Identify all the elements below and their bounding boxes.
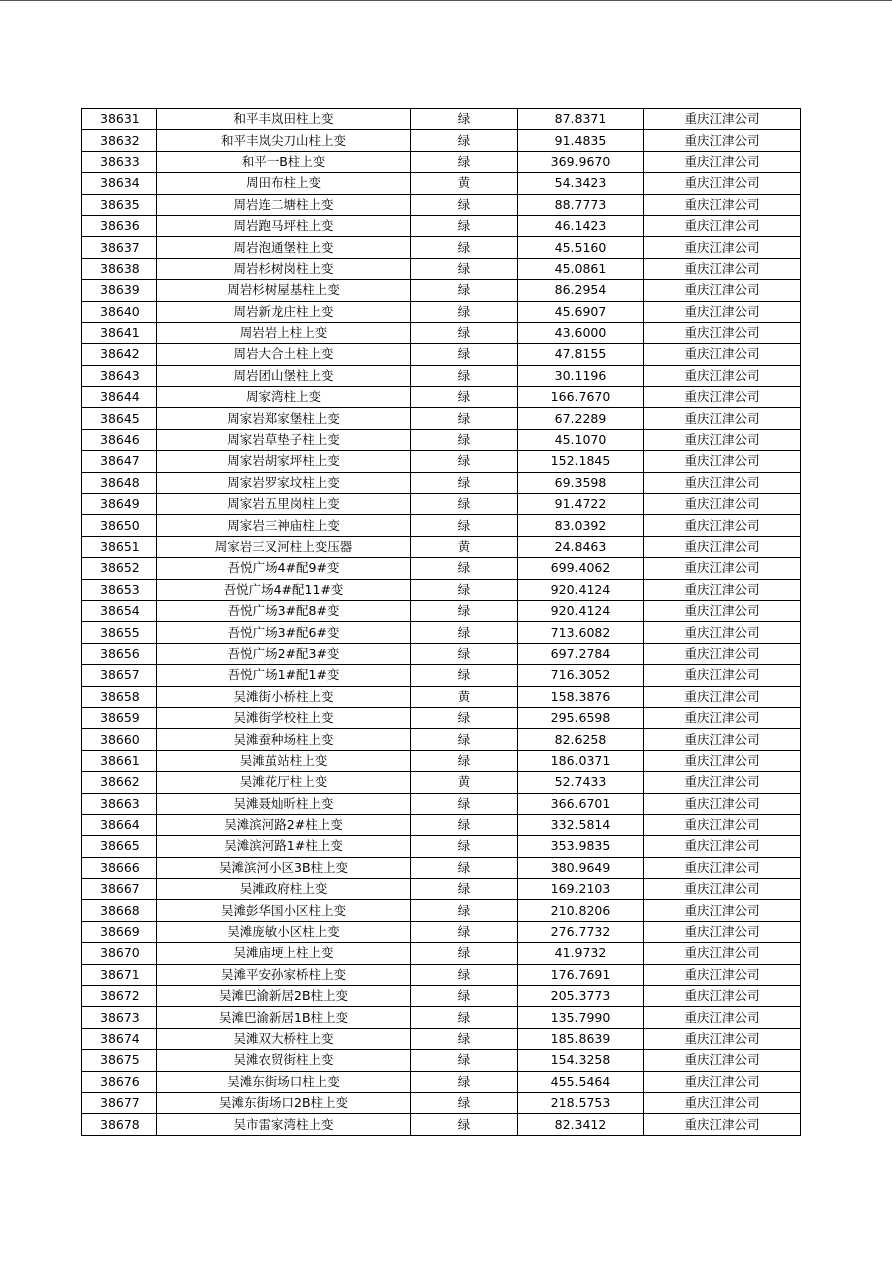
cell-company: 重庆江津公司 bbox=[644, 921, 801, 942]
cell-company: 重庆江津公司 bbox=[644, 943, 801, 964]
table-row bbox=[82, 408, 801, 429]
cell-value: 369.9670 bbox=[518, 151, 644, 172]
cell-value: 366.6701 bbox=[518, 793, 644, 814]
cell-id: 38677 bbox=[82, 1092, 157, 1113]
table-row bbox=[82, 772, 801, 793]
cell-company: 重庆江津公司 bbox=[644, 1071, 801, 1092]
cell-id: 38637 bbox=[82, 237, 157, 258]
cell-id: 38650 bbox=[82, 515, 157, 536]
cell-id: 38649 bbox=[82, 494, 157, 515]
cell-color: 绿 bbox=[411, 237, 518, 258]
cell-company: 重庆江津公司 bbox=[644, 558, 801, 579]
table-row bbox=[82, 836, 801, 857]
cell-color: 绿 bbox=[411, 622, 518, 643]
table-body bbox=[82, 109, 801, 1136]
cell-id: 38678 bbox=[82, 1114, 157, 1135]
cell-company: 重庆江津公司 bbox=[644, 622, 801, 643]
cell-color: 绿 bbox=[411, 301, 518, 322]
cell-company: 重庆江津公司 bbox=[644, 900, 801, 921]
cell-id: 38651 bbox=[82, 536, 157, 557]
cell-name: 吾悦广场1#配1#变 bbox=[157, 665, 411, 686]
cell-id: 38657 bbox=[82, 665, 157, 686]
cell-color: 绿 bbox=[411, 836, 518, 857]
cell-name: 周岩杉树岗柱上变 bbox=[157, 258, 411, 279]
table-row bbox=[82, 622, 801, 643]
cell-color: 绿 bbox=[411, 964, 518, 985]
cell-company: 重庆江津公司 bbox=[644, 857, 801, 878]
cell-color: 绿 bbox=[411, 879, 518, 900]
cell-name: 周岩大合土柱上变 bbox=[157, 344, 411, 365]
cell-company: 重庆江津公司 bbox=[644, 515, 801, 536]
cell-name: 吴滩庞敏小区柱上变 bbox=[157, 921, 411, 942]
cell-id: 38645 bbox=[82, 408, 157, 429]
cell-value: 45.5160 bbox=[518, 237, 644, 258]
table-row bbox=[82, 472, 801, 493]
cell-color: 绿 bbox=[411, 429, 518, 450]
cell-name: 周岩新龙庄柱上变 bbox=[157, 301, 411, 322]
table-row bbox=[82, 943, 801, 964]
cell-color: 绿 bbox=[411, 387, 518, 408]
cell-color: 绿 bbox=[411, 643, 518, 664]
cell-name: 吴滩街小桥柱上变 bbox=[157, 686, 411, 707]
cell-value: 54.3423 bbox=[518, 173, 644, 194]
cell-color: 绿 bbox=[411, 921, 518, 942]
table-row bbox=[82, 964, 801, 985]
cell-company: 重庆江津公司 bbox=[644, 451, 801, 472]
cell-name: 吴滩花厅柱上变 bbox=[157, 772, 411, 793]
table-row bbox=[82, 1007, 801, 1028]
cell-color: 绿 bbox=[411, 943, 518, 964]
cell-company: 重庆江津公司 bbox=[644, 665, 801, 686]
cell-color: 绿 bbox=[411, 729, 518, 750]
cell-id: 38661 bbox=[82, 750, 157, 771]
table-row bbox=[82, 600, 801, 621]
cell-value: 82.3412 bbox=[518, 1114, 644, 1135]
cell-color: 绿 bbox=[411, 1050, 518, 1071]
cell-value: 88.7773 bbox=[518, 194, 644, 215]
cell-id: 38647 bbox=[82, 451, 157, 472]
table-row bbox=[82, 665, 801, 686]
cell-value: 205.3773 bbox=[518, 986, 644, 1007]
cell-value: 82.6258 bbox=[518, 729, 644, 750]
cell-company: 重庆江津公司 bbox=[644, 472, 801, 493]
cell-name: 吾悦广场2#配3#变 bbox=[157, 643, 411, 664]
cell-company: 重庆江津公司 bbox=[644, 130, 801, 151]
cell-color: 绿 bbox=[411, 1007, 518, 1028]
page-top-rule bbox=[0, 0, 892, 1]
cell-name: 周家湾柱上变 bbox=[157, 387, 411, 408]
cell-company: 重庆江津公司 bbox=[644, 215, 801, 236]
cell-value: 46.1423 bbox=[518, 215, 644, 236]
cell-company: 重庆江津公司 bbox=[644, 772, 801, 793]
cell-id: 38660 bbox=[82, 729, 157, 750]
cell-value: 152.1845 bbox=[518, 451, 644, 472]
cell-value: 166.7670 bbox=[518, 387, 644, 408]
cell-company: 重庆江津公司 bbox=[644, 429, 801, 450]
cell-color: 绿 bbox=[411, 215, 518, 236]
table-row bbox=[82, 130, 801, 151]
cell-id: 38667 bbox=[82, 879, 157, 900]
table-row bbox=[82, 258, 801, 279]
cell-name: 和平丰岚尖刀山柱上变 bbox=[157, 130, 411, 151]
cell-company: 重庆江津公司 bbox=[644, 707, 801, 728]
cell-id: 38644 bbox=[82, 387, 157, 408]
table-row bbox=[82, 900, 801, 921]
cell-company: 重庆江津公司 bbox=[644, 729, 801, 750]
table-row bbox=[82, 494, 801, 515]
cell-color: 绿 bbox=[411, 194, 518, 215]
cell-color: 绿 bbox=[411, 900, 518, 921]
cell-name: 吴滩东街场口柱上变 bbox=[157, 1071, 411, 1092]
table-row bbox=[82, 1092, 801, 1113]
cell-id: 38633 bbox=[82, 151, 157, 172]
table-row bbox=[82, 301, 801, 322]
cell-name: 吴滩巴渝新居1B柱上变 bbox=[157, 1007, 411, 1028]
cell-value: 920.4124 bbox=[518, 579, 644, 600]
cell-value: 699.4062 bbox=[518, 558, 644, 579]
cell-name: 吴滩农贸街柱上变 bbox=[157, 1050, 411, 1071]
table-row bbox=[82, 387, 801, 408]
cell-company: 重庆江津公司 bbox=[644, 986, 801, 1007]
table-row bbox=[82, 750, 801, 771]
cell-value: 41.9732 bbox=[518, 943, 644, 964]
cell-id: 38669 bbox=[82, 921, 157, 942]
cell-color: 绿 bbox=[411, 322, 518, 343]
cell-value: 697.2784 bbox=[518, 643, 644, 664]
cell-color: 绿 bbox=[411, 558, 518, 579]
table-row bbox=[82, 151, 801, 172]
cell-company: 重庆江津公司 bbox=[644, 793, 801, 814]
cell-color: 绿 bbox=[411, 408, 518, 429]
cell-company: 重庆江津公司 bbox=[644, 836, 801, 857]
cell-name: 周岩跑马坪柱上变 bbox=[157, 215, 411, 236]
cell-color: 绿 bbox=[411, 494, 518, 515]
table-row bbox=[82, 686, 801, 707]
table-row bbox=[82, 429, 801, 450]
cell-name: 周家岩三叉河柱上变压器 bbox=[157, 536, 411, 557]
cell-value: 69.3598 bbox=[518, 472, 644, 493]
cell-name: 吴滩滨河小区3B柱上变 bbox=[157, 857, 411, 878]
cell-value: 47.8155 bbox=[518, 344, 644, 365]
cell-id: 38631 bbox=[82, 109, 157, 130]
cell-name: 周家岩草垫子柱上变 bbox=[157, 429, 411, 450]
cell-value: 24.8463 bbox=[518, 536, 644, 557]
cell-id: 38672 bbox=[82, 986, 157, 1007]
cell-value: 455.5464 bbox=[518, 1071, 644, 1092]
cell-name: 周田布柱上变 bbox=[157, 173, 411, 194]
cell-id: 38676 bbox=[82, 1071, 157, 1092]
cell-name: 吾悦广场3#配8#变 bbox=[157, 600, 411, 621]
table-row bbox=[82, 536, 801, 557]
table-row bbox=[82, 280, 801, 301]
data-table bbox=[81, 108, 801, 1136]
cell-company: 重庆江津公司 bbox=[644, 151, 801, 172]
cell-color: 绿 bbox=[411, 665, 518, 686]
cell-name: 吴滩聂灿昕柱上变 bbox=[157, 793, 411, 814]
cell-color: 绿 bbox=[411, 451, 518, 472]
cell-company: 重庆江津公司 bbox=[644, 258, 801, 279]
cell-company: 重庆江津公司 bbox=[644, 579, 801, 600]
cell-name: 周岩团山堡柱上变 bbox=[157, 365, 411, 386]
cell-name: 周家岩罗家坟柱上变 bbox=[157, 472, 411, 493]
cell-name: 吴市雷家湾柱上变 bbox=[157, 1114, 411, 1135]
cell-color: 绿 bbox=[411, 1114, 518, 1135]
table-row bbox=[82, 215, 801, 236]
cell-id: 38646 bbox=[82, 429, 157, 450]
cell-color: 绿 bbox=[411, 151, 518, 172]
cell-value: 154.3258 bbox=[518, 1050, 644, 1071]
cell-company: 重庆江津公司 bbox=[644, 194, 801, 215]
table-row bbox=[82, 857, 801, 878]
cell-company: 重庆江津公司 bbox=[644, 643, 801, 664]
cell-id: 38632 bbox=[82, 130, 157, 151]
table-row bbox=[82, 365, 801, 386]
cell-color: 黄 bbox=[411, 536, 518, 557]
cell-value: 45.0861 bbox=[518, 258, 644, 279]
cell-value: 176.7691 bbox=[518, 964, 644, 985]
cell-id: 38674 bbox=[82, 1028, 157, 1049]
cell-name: 周岩岩上柱上变 bbox=[157, 322, 411, 343]
cell-color: 绿 bbox=[411, 750, 518, 771]
cell-color: 绿 bbox=[411, 1028, 518, 1049]
cell-company: 重庆江津公司 bbox=[644, 814, 801, 835]
cell-id: 38666 bbox=[82, 857, 157, 878]
cell-value: 52.7433 bbox=[518, 772, 644, 793]
table-row bbox=[82, 515, 801, 536]
cell-name: 吴滩彭华国小区柱上变 bbox=[157, 900, 411, 921]
cell-value: 169.2103 bbox=[518, 879, 644, 900]
cell-id: 38671 bbox=[82, 964, 157, 985]
cell-id: 38634 bbox=[82, 173, 157, 194]
cell-color: 绿 bbox=[411, 258, 518, 279]
cell-name: 周家岩五里岗柱上变 bbox=[157, 494, 411, 515]
cell-company: 重庆江津公司 bbox=[644, 365, 801, 386]
cell-name: 和平一B柱上变 bbox=[157, 151, 411, 172]
table-row bbox=[82, 1071, 801, 1092]
cell-value: 353.9835 bbox=[518, 836, 644, 857]
cell-company: 重庆江津公司 bbox=[644, 109, 801, 130]
table-row bbox=[82, 793, 801, 814]
table-row bbox=[82, 1050, 801, 1071]
table-row bbox=[82, 558, 801, 579]
cell-color: 绿 bbox=[411, 472, 518, 493]
cell-value: 86.2954 bbox=[518, 280, 644, 301]
cell-company: 重庆江津公司 bbox=[644, 879, 801, 900]
cell-company: 重庆江津公司 bbox=[644, 1028, 801, 1049]
cell-value: 332.5814 bbox=[518, 814, 644, 835]
cell-color: 绿 bbox=[411, 344, 518, 365]
cell-name: 周家岩郑家堡柱上变 bbox=[157, 408, 411, 429]
table-row bbox=[82, 579, 801, 600]
cell-color: 绿 bbox=[411, 515, 518, 536]
cell-company: 重庆江津公司 bbox=[644, 301, 801, 322]
cell-value: 83.0392 bbox=[518, 515, 644, 536]
table-row bbox=[82, 879, 801, 900]
cell-value: 43.6000 bbox=[518, 322, 644, 343]
cell-value: 380.9649 bbox=[518, 857, 644, 878]
cell-id: 38670 bbox=[82, 943, 157, 964]
cell-name: 周岩连二塘柱上变 bbox=[157, 194, 411, 215]
cell-id: 38643 bbox=[82, 365, 157, 386]
cell-company: 重庆江津公司 bbox=[644, 387, 801, 408]
cell-company: 重庆江津公司 bbox=[644, 237, 801, 258]
cell-company: 重庆江津公司 bbox=[644, 280, 801, 301]
cell-id: 38635 bbox=[82, 194, 157, 215]
cell-id: 38653 bbox=[82, 579, 157, 600]
cell-id: 38665 bbox=[82, 836, 157, 857]
cell-name: 吴滩巴渝新居2B柱上变 bbox=[157, 986, 411, 1007]
cell-name: 吴滩政府柱上变 bbox=[157, 879, 411, 900]
cell-value: 713.6082 bbox=[518, 622, 644, 643]
cell-color: 绿 bbox=[411, 280, 518, 301]
cell-value: 186.0371 bbox=[518, 750, 644, 771]
cell-id: 38663 bbox=[82, 793, 157, 814]
cell-color: 绿 bbox=[411, 600, 518, 621]
cell-company: 重庆江津公司 bbox=[644, 750, 801, 771]
cell-company: 重庆江津公司 bbox=[644, 1007, 801, 1028]
cell-name: 吴滩滨河路1#柱上变 bbox=[157, 836, 411, 857]
cell-id: 38654 bbox=[82, 600, 157, 621]
cell-name: 吴滩街学校柱上变 bbox=[157, 707, 411, 728]
cell-name: 吴滩茧站柱上变 bbox=[157, 750, 411, 771]
table-row bbox=[82, 986, 801, 1007]
cell-value: 45.1070 bbox=[518, 429, 644, 450]
cell-name: 吴滩蚕种场柱上变 bbox=[157, 729, 411, 750]
cell-id: 38673 bbox=[82, 1007, 157, 1028]
table-row bbox=[82, 344, 801, 365]
cell-company: 重庆江津公司 bbox=[644, 536, 801, 557]
cell-id: 38658 bbox=[82, 686, 157, 707]
cell-id: 38639 bbox=[82, 280, 157, 301]
cell-id: 38648 bbox=[82, 472, 157, 493]
cell-color: 绿 bbox=[411, 986, 518, 1007]
table-row bbox=[82, 729, 801, 750]
cell-company: 重庆江津公司 bbox=[644, 1050, 801, 1071]
cell-color: 绿 bbox=[411, 365, 518, 386]
cell-id: 38638 bbox=[82, 258, 157, 279]
cell-name: 吾悦广场4#配9#变 bbox=[157, 558, 411, 579]
cell-name: 和平丰岚田柱上变 bbox=[157, 109, 411, 130]
cell-color: 绿 bbox=[411, 814, 518, 835]
cell-id: 38675 bbox=[82, 1050, 157, 1071]
cell-id: 38636 bbox=[82, 215, 157, 236]
cell-id: 38656 bbox=[82, 643, 157, 664]
cell-color: 绿 bbox=[411, 707, 518, 728]
table-row bbox=[82, 173, 801, 194]
cell-company: 重庆江津公司 bbox=[644, 494, 801, 515]
cell-value: 91.4835 bbox=[518, 130, 644, 151]
cell-id: 38652 bbox=[82, 558, 157, 579]
cell-id: 38640 bbox=[82, 301, 157, 322]
cell-color: 绿 bbox=[411, 1092, 518, 1113]
cell-company: 重庆江津公司 bbox=[644, 173, 801, 194]
cell-name: 周岩杉树屋基柱上变 bbox=[157, 280, 411, 301]
table-row bbox=[82, 643, 801, 664]
cell-name: 吾悦广场3#配6#变 bbox=[157, 622, 411, 643]
table-row bbox=[82, 814, 801, 835]
cell-value: 210.8206 bbox=[518, 900, 644, 921]
cell-value: 30.1196 bbox=[518, 365, 644, 386]
cell-name: 吾悦广场4#配11#变 bbox=[157, 579, 411, 600]
table-row bbox=[82, 322, 801, 343]
cell-name: 吴滩庙埂上柱上变 bbox=[157, 943, 411, 964]
cell-name: 吴滩东街场口2B柱上变 bbox=[157, 1092, 411, 1113]
cell-value: 218.5753 bbox=[518, 1092, 644, 1113]
table-row bbox=[82, 921, 801, 942]
cell-color: 黄 bbox=[411, 173, 518, 194]
cell-color: 绿 bbox=[411, 1071, 518, 1092]
cell-company: 重庆江津公司 bbox=[644, 1114, 801, 1135]
cell-id: 38662 bbox=[82, 772, 157, 793]
table-row bbox=[82, 194, 801, 215]
cell-id: 38659 bbox=[82, 707, 157, 728]
cell-value: 91.4722 bbox=[518, 494, 644, 515]
cell-value: 716.3052 bbox=[518, 665, 644, 686]
cell-id: 38641 bbox=[82, 322, 157, 343]
table-row bbox=[82, 451, 801, 472]
cell-id: 38664 bbox=[82, 814, 157, 835]
cell-id: 38642 bbox=[82, 344, 157, 365]
cell-name: 吴滩平安孙家桥柱上变 bbox=[157, 964, 411, 985]
cell-value: 185.8639 bbox=[518, 1028, 644, 1049]
cell-id: 38655 bbox=[82, 622, 157, 643]
cell-value: 158.3876 bbox=[518, 686, 644, 707]
cell-company: 重庆江津公司 bbox=[644, 600, 801, 621]
cell-color: 绿 bbox=[411, 130, 518, 151]
cell-color: 黄 bbox=[411, 686, 518, 707]
table-row bbox=[82, 1028, 801, 1049]
cell-name: 周岩泡通堡柱上变 bbox=[157, 237, 411, 258]
cell-company: 重庆江津公司 bbox=[644, 686, 801, 707]
cell-color: 绿 bbox=[411, 109, 518, 130]
cell-name: 周家岩胡家坪柱上变 bbox=[157, 451, 411, 472]
cell-company: 重庆江津公司 bbox=[644, 964, 801, 985]
cell-name: 吴滩双大桥柱上变 bbox=[157, 1028, 411, 1049]
cell-color: 黄 bbox=[411, 772, 518, 793]
cell-name: 吴滩滨河路2#柱上变 bbox=[157, 814, 411, 835]
cell-company: 重庆江津公司 bbox=[644, 408, 801, 429]
cell-color: 绿 bbox=[411, 857, 518, 878]
cell-name: 周家岩三神庙柱上变 bbox=[157, 515, 411, 536]
cell-value: 920.4124 bbox=[518, 600, 644, 621]
table-row bbox=[82, 707, 801, 728]
table-row bbox=[82, 237, 801, 258]
cell-id: 38668 bbox=[82, 900, 157, 921]
table-row bbox=[82, 109, 801, 130]
cell-value: 67.2289 bbox=[518, 408, 644, 429]
cell-value: 276.7732 bbox=[518, 921, 644, 942]
table-row bbox=[82, 1114, 801, 1135]
cell-value: 295.6598 bbox=[518, 707, 644, 728]
cell-company: 重庆江津公司 bbox=[644, 344, 801, 365]
cell-color: 绿 bbox=[411, 579, 518, 600]
cell-company: 重庆江津公司 bbox=[644, 322, 801, 343]
cell-company: 重庆江津公司 bbox=[644, 1092, 801, 1113]
cell-value: 135.7990 bbox=[518, 1007, 644, 1028]
cell-color: 绿 bbox=[411, 793, 518, 814]
cell-value: 87.8371 bbox=[518, 109, 644, 130]
cell-value: 45.6907 bbox=[518, 301, 644, 322]
